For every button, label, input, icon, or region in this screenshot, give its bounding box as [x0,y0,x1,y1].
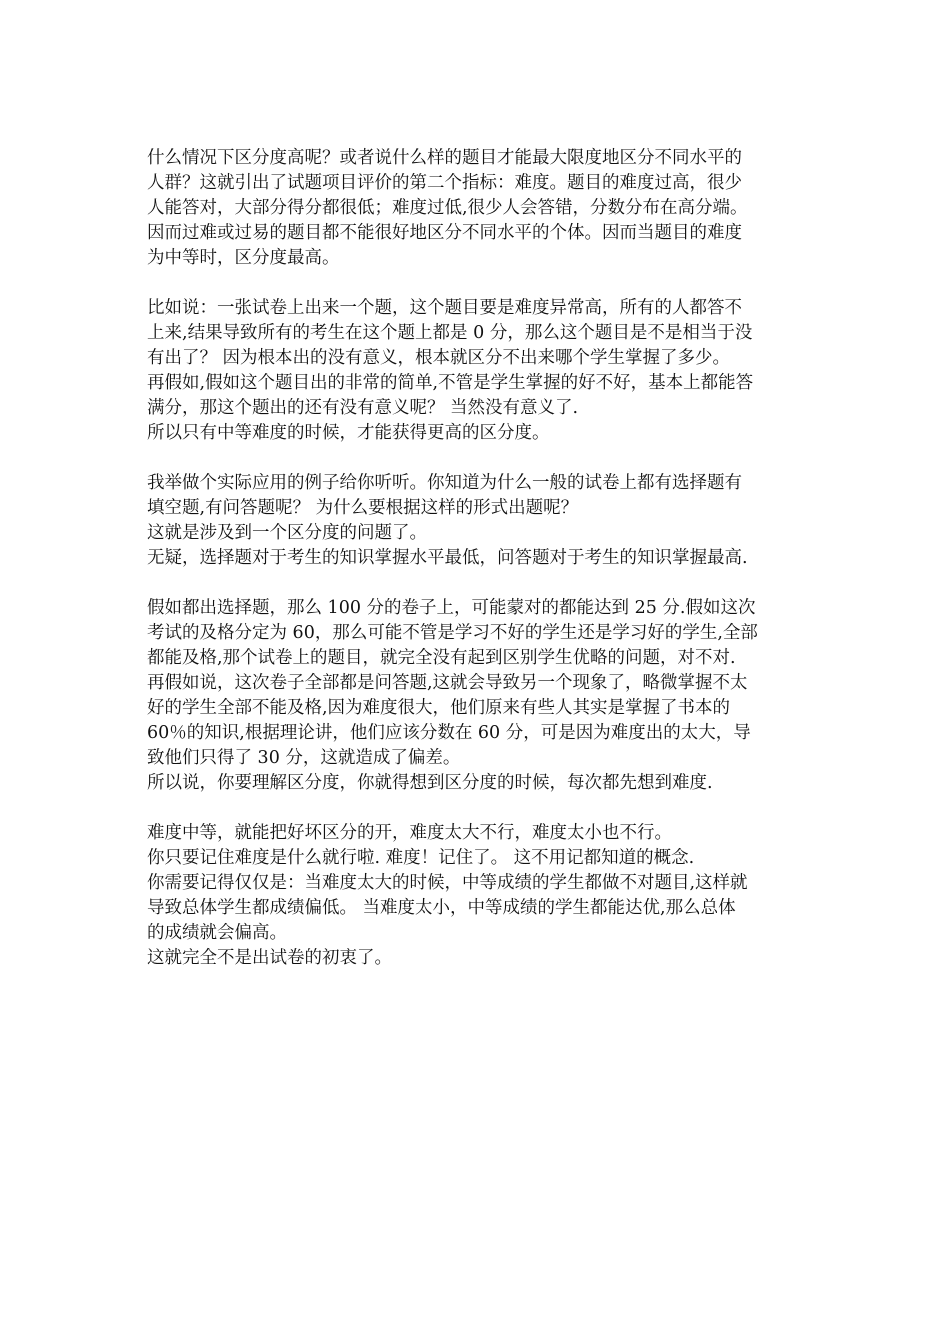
text-line: 考试的及格分定为 60，那么可能不管是学习不好的学生还是学习好的学生,全部 [147,623,758,643]
text-line: 有出了？ 因为根本出的没有意义，根本就区分不出来哪个学生掌握了多少。 [147,348,731,368]
paragraph-4 [147,596,807,796]
document-body [147,146,807,996]
text-line: 什么情况下区分度高呢？或者说什么样的题目才能最大限度地区分不同水平的 [147,148,742,168]
text-line: 因而过难或过易的题目都不能很好地区分不同水平的个体。因而当题目的难度 [147,223,742,243]
paragraph-2 [147,296,807,446]
text-line: 所以只有中等难度的时候，才能获得更高的区分度。 [147,423,550,443]
text-line: 难度中等，就能把好坏区分的开，难度太大不行，难度太小也不行。 [147,823,672,843]
text-line: 满分，那这个题出的还有没有意义呢？ 当然没有意义了. [147,398,579,418]
text-line: 你需要记得仅仅是：当难度太大的时候，中等成绩的学生都做不对题目,这样就 [147,873,748,893]
text-line: 我举做个实际应用的例子给你听听。你知道为什么一般的试卷上都有选择题有 [147,473,742,493]
text-line: 无疑，选择题对于考生的知识掌握水平最低，问答题对于考生的知识掌握最高. [147,548,748,568]
text-line: 导致总体学生都成绩偏低。 当难度太小，中等成绩的学生都能达优,那么总体 [147,898,736,918]
text-line: 假如都出选择题，那么 100 分的卷子上，可能蒙对的都能达到 25 分.假如这次 [147,598,756,618]
text-line: 60％的知识,根据理论讲，他们应该分数在 60 分，可是因为难度出的太大，导 [147,723,751,743]
text-line: 这就是涉及到一个区分度的问题了。 [147,523,427,543]
text-line: 人能答对，大部分得分都很低；难度过低,很少人会答错，分数分布在高分端。 [147,198,748,218]
text-line: 好的学生全部不能及格,因为难度很大，他们原来有些人其实是掌握了书本的 [147,698,731,718]
paragraph-3 [147,471,807,571]
paragraph-5 [147,821,807,971]
text-line: 都能及格,那个试卷上的题目，就完全没有起到区别学生优略的问题，对不对. [147,648,736,668]
text-line: 比如说：一张试卷上出来一个题，这个题目要是难度异常高，所有的人都答不 [147,298,742,318]
paragraph-1 [147,146,807,271]
text-line: 再假如,假如这个题目出的非常的简单,不管是学生掌握的好不好，基本上都能答 [147,373,754,393]
text-line: 所以说，你要理解区分度，你就得想到区分度的时候，每次都先想到难度. [147,773,713,793]
text-line: 上来,结果导致所有的考生在这个题上都是 0 分，那么这个题目是不是相当于没 [147,323,753,343]
text-line: 再假如说，这次卷子全部都是问答题,这就会导致另一个现象了，略微掌握不太 [147,673,748,693]
text-line: 你只要记住难度是什么就行啦. 难度！记住了。 这不用记都知道的概念. [147,848,695,868]
text-line: 人群？这就引出了试题项目评价的第二个指标：难度。题目的难度过高，很少 [147,173,742,193]
text-line: 为中等时，区分度最高。 [147,248,340,268]
text-line: 致他们只得了 30 分，这就造成了偏差。 [147,748,461,768]
text-line: 填空题,有问答题呢？ 为什么要根据这样的形式出题呢？ [147,498,579,518]
text-line: 这就完全不是出试卷的初衷了。 [147,948,392,968]
text-line: 的成绩就会偏高。 [147,923,287,943]
